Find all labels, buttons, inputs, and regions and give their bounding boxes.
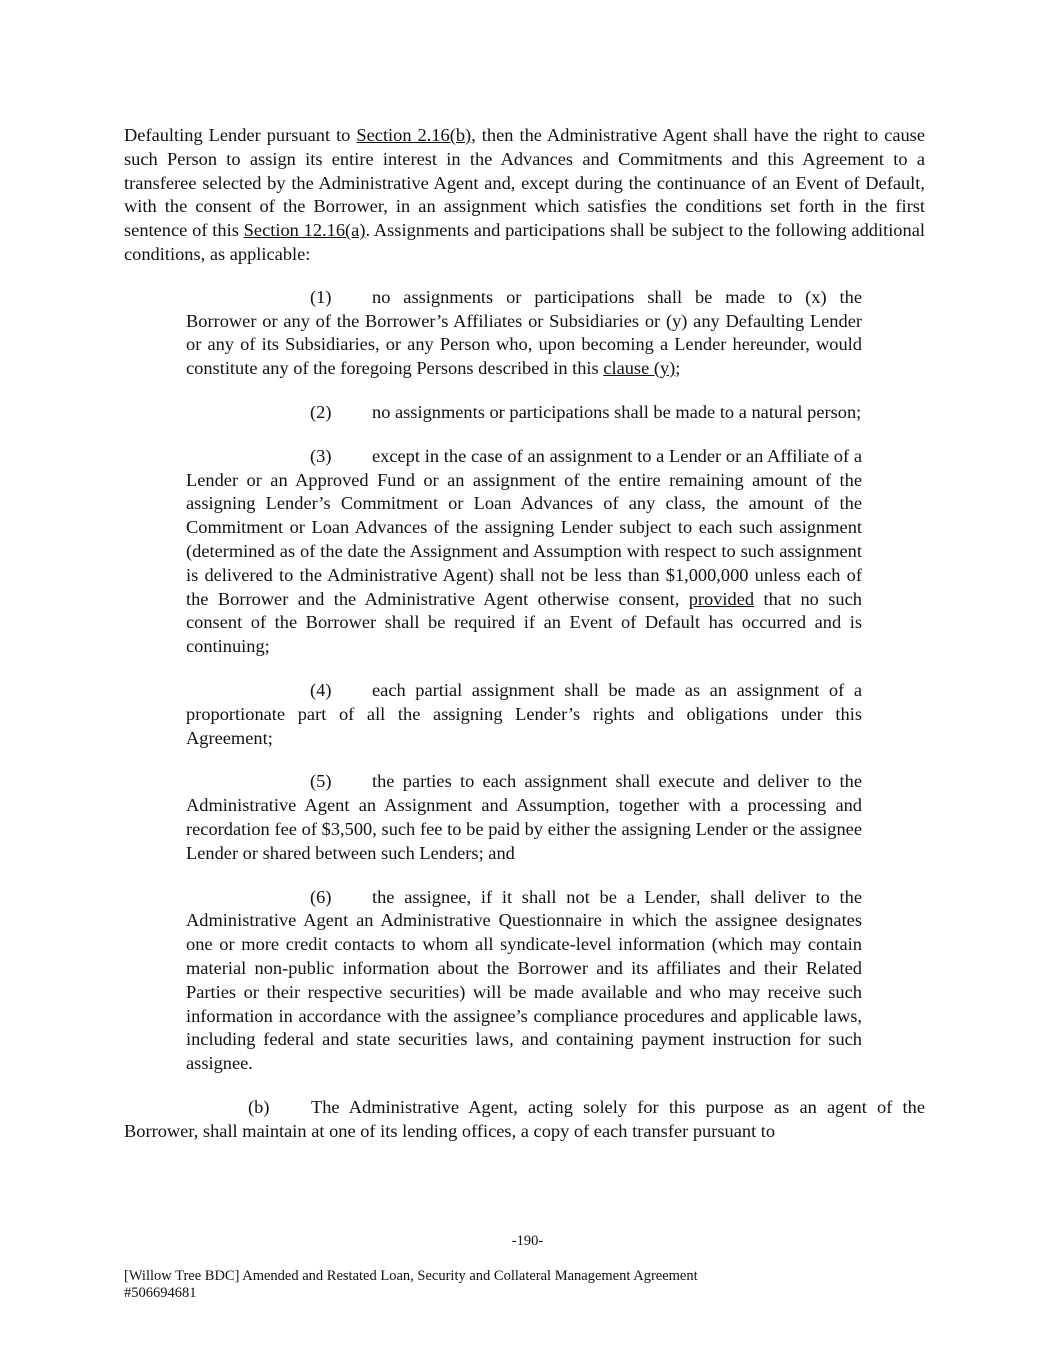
- clause-6: [186, 886, 862, 1076]
- section-ref-12-16a: Section 12.16(a): [243, 220, 366, 241]
- clause-2-text: no assignments or participations shall be made to a natural person;: [372, 401, 862, 422]
- clause-6-number: (6): [310, 886, 332, 907]
- clause-ref-y: clause (y): [603, 358, 676, 379]
- section-ref-2-16b: Section 2.16(b): [356, 125, 472, 145]
- footer-title: [Willow Tree BDC] Amended and Restated Loan, Security and Collateral Management Agreement: [124, 1268, 698, 1284]
- clause-1: [186, 286, 862, 381]
- clause-5: [186, 770, 862, 865]
- subsection-b-number: (b): [248, 1096, 270, 1117]
- intro-text-1: Defaulting Lender pursuant to: [124, 125, 357, 145]
- clause-5-number: (5): [310, 771, 332, 792]
- document-body: [124, 124, 925, 1143]
- clause-3-tail: that no such consent of the Borrower shall be required if an Event of Default has occurred and is continuing;: [186, 588, 862, 657]
- clause-3-text: except in the case of an assignment to a Lender or an Affiliate of a Lender or an Approved Fund or an assignment of the entire remaining amount of the assigning Lender’s Commitment or Loan Advances of any class, the amount of the Commitment or Loan Advances of the assigning Lender subject to each such assignment (determined as of the date the Assignment and Assumption with respect to such assignment is delivered to the Administrative Agent) shall not be less than $1,000,000 unless each of the Borrower and the Administrative Agent otherwise consent,: [186, 445, 862, 609]
- clause-1-number: (1): [310, 286, 332, 307]
- provided-ref: provided: [688, 588, 755, 609]
- clause-2: [186, 401, 862, 425]
- clause-6-text: the assignee, if it shall not be a Lender, shall deliver to the Administrative Agent an Administrative Questionnaire in which the assignee designates one or more credit contacts to whom all syndicate-level information (which may contain material non-public information about the Borrower and its affiliates and their Related Parties or their respective securities) will be made available and who may receive such information in accordance with the assignee’s compliance procedures and applicable laws, including federal and state securities laws, and containing payment instruction for such assignee.: [186, 886, 862, 1074]
- clause-2-number: (2): [310, 401, 332, 422]
- intro-text-3: . Assignments and participations shall be subject to the following additional conditions, as applicable:: [124, 220, 925, 264]
- document-footer: [124, 1268, 698, 1302]
- clause-3: [186, 445, 862, 659]
- intro-paragraph: [124, 124, 925, 267]
- clause-4: [186, 679, 862, 750]
- clause-1-tail: ;: [675, 358, 681, 379]
- clause-4-number: (4): [310, 679, 332, 700]
- subsection-b: [124, 1096, 925, 1144]
- subsection-b-text: The Administrative Agent, acting solely for this purpose as an agent of the Borrower, shall maintain at one of its lending offices, a copy of each transfer pursuant to: [124, 1096, 925, 1141]
- clause-5-text: the parties to each assignment shall execute and deliver to the Administrative Agent an Assignment and Assumption, together with a processing and recordation fee of $3,500, such fee to be paid by either the assigning Lender or the assignee Lender or shared between such Lenders; and: [186, 771, 862, 863]
- footer-doc-id: #506694681: [124, 1285, 197, 1301]
- intro-text-2: , then the Administrative Agent shall have the right to cause such Person to assign its entire interest in the Advances and Commitments and this Agreement to a transferee selected by the Administrative Agent and, except during the continuance of an Event of Default, with the consent of the Borrower, in an assignment which satisfies the conditions set forth in the first sentence of this: [124, 125, 926, 241]
- clause-3-number: (3): [310, 445, 332, 466]
- page-number: -190-: [511, 1233, 544, 1249]
- clause-1-text: no assignments or participations shall be made to (x) the Borrower or any of the Borrower’s Affiliates or Subsidiaries or (y) any Defaulting Lender or any of its Subsidiaries, or any Person who, upon becoming a Lender hereunder, would constitute any of the foregoing Persons described in this: [186, 286, 862, 379]
- clause-4-text: each partial assignment shall be made as an assignment of a proportionate part of all the assigning Lender’s rights and obligations under this Agreement;: [186, 679, 862, 748]
